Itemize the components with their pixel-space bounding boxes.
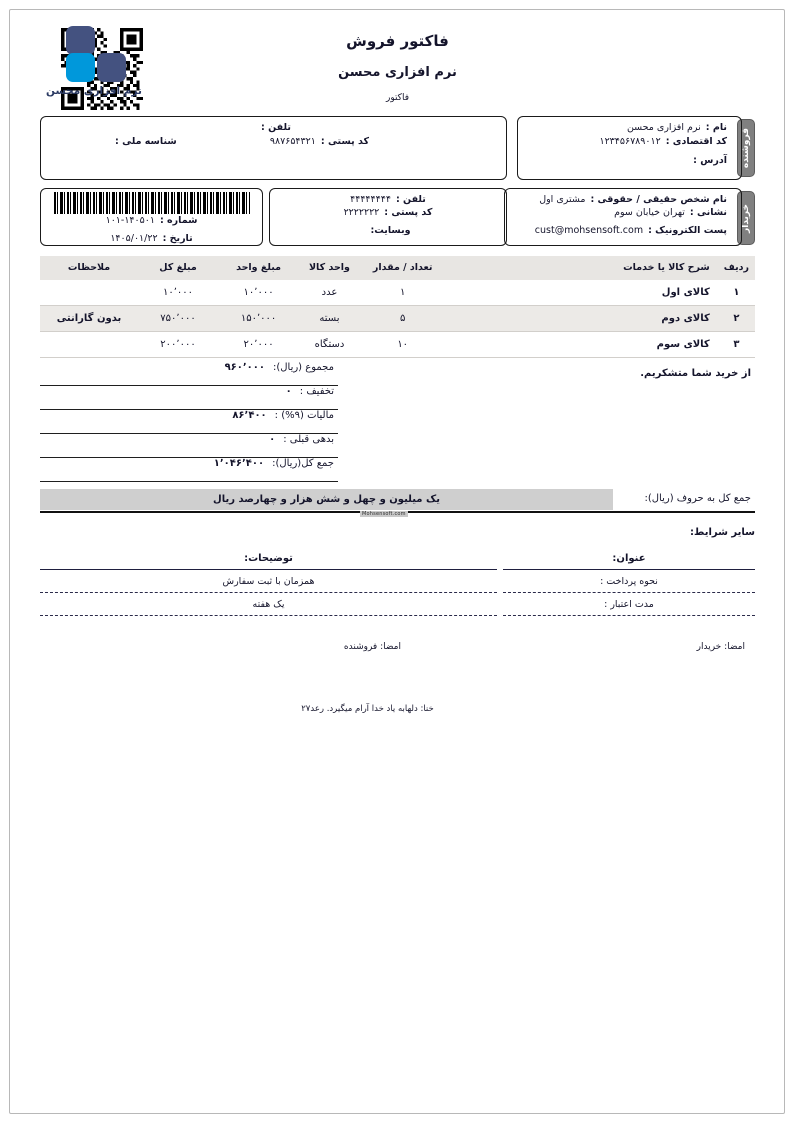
total-label: بدهی قبلی : <box>283 434 334 445</box>
cell-quantity: ۱۰ <box>360 332 446 358</box>
invoice-date-value: ۱۴۰۵/۰۱/۲۲ <box>110 233 158 244</box>
signatures-section <box>40 642 755 690</box>
total-value: ۹۶۰٬۰۰۰ <box>224 362 265 373</box>
list-item <box>40 593 755 616</box>
cell-note <box>40 332 138 358</box>
thanks-note: از خرید شما متشکریم. <box>640 368 751 379</box>
total-value: ۰ <box>285 386 292 397</box>
seller-econ-value: ۱۲۳۴۵۶۷۸۹۰۱۲ <box>599 136 661 147</box>
footer-verse: خنا: دلهابه یاد خدا آرام میگیرد. رعد۲۷ <box>301 704 434 714</box>
cell-row: ۳ <box>718 332 755 358</box>
logo-icon <box>62 26 126 82</box>
cell-unit: دستگاه <box>299 332 360 358</box>
watermark-label: Mohsensoft.com <box>362 511 406 517</box>
title-block <box>190 32 605 103</box>
logo-square-dark-bottom <box>97 53 126 82</box>
cell-row: ۲ <box>718 306 755 332</box>
cell-total-price: ۷۵۰٬۰۰۰ <box>138 306 218 332</box>
condition-title: مدت اعتبار : <box>503 593 755 616</box>
cell-unit-price: ۱۰٬۰۰۰ <box>218 280 299 306</box>
buyer-postal-row <box>270 207 506 225</box>
seller-national-label: شناسه ملی : <box>115 136 177 147</box>
items-header-row <box>40 256 755 280</box>
items-table-head <box>40 256 755 280</box>
items-table-body <box>40 280 755 358</box>
condition-desc: یک هفته <box>40 593 497 616</box>
table-row <box>40 306 755 332</box>
seller-phone-row <box>41 117 506 136</box>
col-condition-title: عنوان: <box>503 552 755 570</box>
buyer-phone-row <box>270 189 506 207</box>
seller-signature-label: امضا: فروشنده <box>343 642 401 652</box>
table-row <box>40 332 755 358</box>
conditions-header-row <box>40 552 755 570</box>
seller-address-row <box>518 155 741 174</box>
seller-econ-label: کد اقتصادی : <box>665 136 727 147</box>
seller-name-label: نام : <box>705 122 727 133</box>
conditions-table-head <box>40 552 755 570</box>
total-label: مجموع (ریال): <box>272 362 334 373</box>
total-value: ۸۶٬۴۰۰ <box>232 410 267 421</box>
total-row-grand-total <box>40 458 338 482</box>
total-row-sum <box>40 362 338 386</box>
buyer-section <box>40 188 755 250</box>
invoice-number-label: شماره : <box>159 215 198 226</box>
items-table <box>40 256 755 358</box>
invoice-date-row <box>41 233 262 251</box>
cell-note: بدون گارانتی <box>40 306 138 332</box>
cell-note <box>40 280 138 306</box>
seller-name-row <box>518 117 741 136</box>
cell-description: کالای دوم <box>446 306 718 332</box>
seller-postal-value: ۹۸۷۶۵۴۳۲۱ <box>269 136 316 147</box>
col-description: شرح کالا یا خدمات <box>446 256 718 280</box>
logo-label: نرم افزاری محسن <box>46 85 142 97</box>
cell-quantity: ۱ <box>360 280 446 306</box>
invoice-sheet <box>40 18 755 714</box>
condition-title: نحوه پرداخت : <box>503 570 755 593</box>
buyer-phone-label: تلفن : <box>395 194 426 205</box>
amount-in-words-section <box>40 489 755 517</box>
cell-total-price: ۱۰٬۰۰۰ <box>138 280 218 306</box>
seller-tab-label: فروشنده <box>741 127 751 169</box>
col-note: ملاحظات <box>40 256 138 280</box>
conditions-title: سایر شرایط: <box>690 527 755 538</box>
col-condition-desc: توضیحات: <box>40 552 497 570</box>
invoice-number-value: ۱۰۱-۱۴۰۵۰۱ <box>105 215 155 226</box>
cell-description: کالای اول <box>446 280 718 306</box>
col-quantity: تعداد / مقدار <box>360 256 446 280</box>
invoice-number-row <box>41 215 262 233</box>
cell-unit: بسته <box>299 306 360 332</box>
seller-contact-box <box>40 116 507 180</box>
total-value: ۱٬۰۴۶٬۴۰۰ <box>213 458 265 469</box>
col-unit: واحد کالا <box>299 256 360 280</box>
buyer-identity-box <box>504 188 742 246</box>
buyer-phone-value: ۴۴۴۴۴۴۴۴ <box>350 194 391 205</box>
buyer-contact-box <box>269 188 507 246</box>
buyer-postal-value: ۲۲۲۲۲۲۲ <box>343 207 380 218</box>
cell-quantity: ۵ <box>360 306 446 332</box>
buyer-signature-label: امضا: خریدار <box>696 642 745 652</box>
buyer-email-label: پست الکترونیک : <box>648 225 727 236</box>
total-row-previous-debt <box>40 434 338 458</box>
seller-identity-box <box>517 116 742 180</box>
cell-description: کالای سوم <box>446 332 718 358</box>
logo-square-cyan <box>66 53 95 82</box>
conditions-section <box>40 527 755 616</box>
buyer-name-value: مشتری اول <box>539 194 586 205</box>
seller-postal-label: کد پستی : <box>320 136 369 147</box>
document-subtitle: فاکتور <box>385 93 410 103</box>
company-name: نرم افزاری محسن <box>338 65 457 80</box>
buyer-email-row <box>505 225 741 243</box>
buyer-name-label: نام شخص حقیقی / حقوقی : <box>590 194 727 205</box>
logo-square-dark-top <box>66 26 95 55</box>
list-item <box>40 570 755 593</box>
cell-total-price: ۲۰۰٬۰۰۰ <box>138 332 218 358</box>
buyer-postal-label: کد پستی : <box>384 207 433 218</box>
buyer-website-row <box>270 225 506 243</box>
seller-section <box>40 116 755 184</box>
cell-unit: عدد <box>299 280 360 306</box>
invoice-meta-box <box>40 188 263 246</box>
total-label: تخفیف : <box>299 386 334 397</box>
summary-section <box>40 362 755 486</box>
col-total-price: مبلغ کل <box>138 256 218 280</box>
amount-in-words-value: یک میلیون و چهل و شش هزار و چهارصد ریال <box>40 489 613 510</box>
col-row: ردیف <box>718 256 755 280</box>
condition-desc: همزمان با ثبت سفارش <box>40 570 497 593</box>
cell-unit-price: ۱۵۰٬۰۰۰ <box>218 306 299 332</box>
total-row-discount <box>40 386 338 410</box>
barcode-icon <box>54 192 250 214</box>
seller-econ-row <box>518 136 741 155</box>
seller-address-label: آدرس : <box>693 155 727 166</box>
company-logo <box>42 26 146 97</box>
cell-row: ۱ <box>718 280 755 306</box>
table-row <box>40 280 755 306</box>
page-title: فاکتور فروش <box>346 32 449 50</box>
conditions-table-body <box>40 570 755 616</box>
total-label: جمع کل(ریال): <box>272 458 334 469</box>
col-unit-price: مبلغ واحد <box>218 256 299 280</box>
buyer-email-value: cust@mohsensoft.com <box>534 225 644 236</box>
seller-postal-national-row <box>41 136 506 155</box>
total-value: ۰ <box>269 434 276 445</box>
buyer-tab-label: خریدار <box>741 203 751 233</box>
buyer-address-value: تهران خیابان سوم <box>614 207 685 218</box>
seller-phone-label: تلفن : <box>261 122 291 133</box>
invoice-header <box>40 18 755 114</box>
totals-list <box>40 362 338 482</box>
buyer-name-row <box>505 189 741 207</box>
total-label: مالیات (۹%) : <box>274 410 334 421</box>
total-row-tax <box>40 410 338 434</box>
conditions-table <box>40 552 755 616</box>
invoice-date-label: تاریخ : <box>162 233 193 244</box>
buyer-address-row <box>505 207 741 225</box>
buyer-website-label: وبسایت: <box>370 225 411 236</box>
amount-in-words-label: جمع کل به حروف (ریال): <box>644 493 751 504</box>
seller-name-value: نرم افزاری محسن <box>626 122 701 133</box>
cell-unit-price: ۲۰٬۰۰۰ <box>218 332 299 358</box>
buyer-address-label: نشانی : <box>689 207 727 218</box>
